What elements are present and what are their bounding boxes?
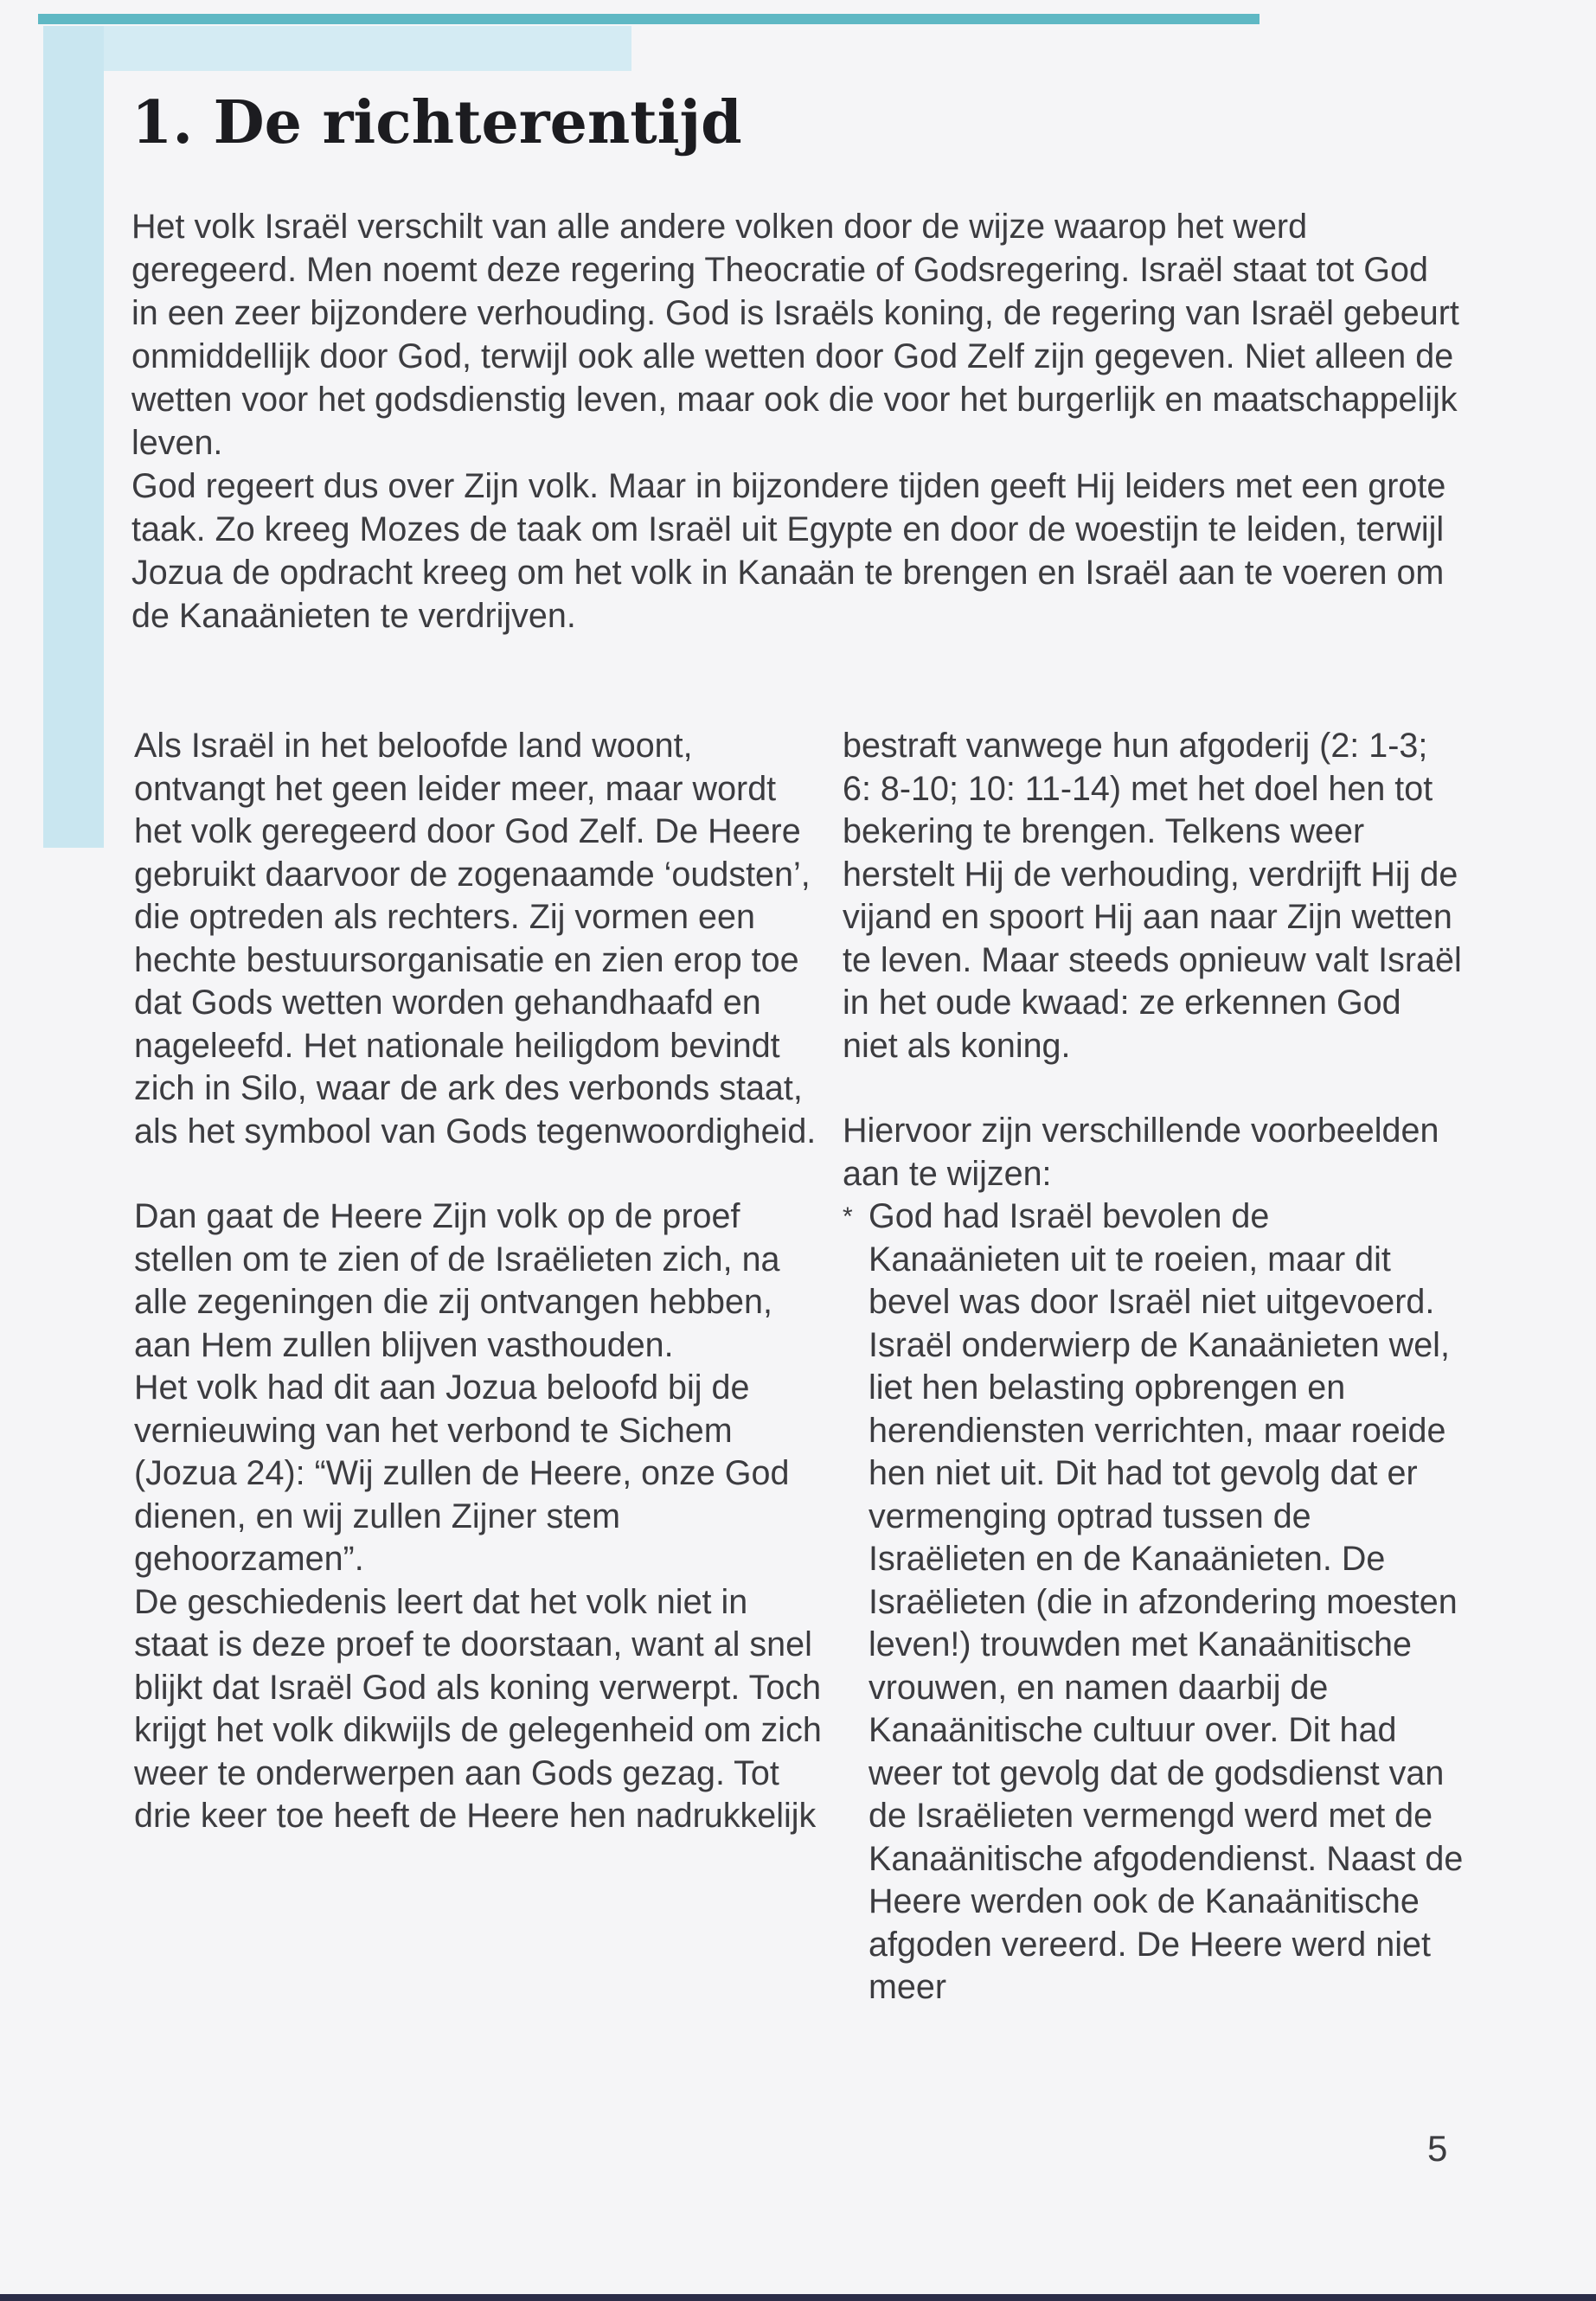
bullet-item [843,1195,1465,2009]
left-paragraph-3: Het volk had dit aan Jozua beloofd bij de vernieuwing van het verbond te Sichem (Jozua 24): “Wij zullen de Heere, onze God dienen, en wij zullen Zijner stem gehoorzamen”. [134,1368,790,1578]
left-paragraph-4: De geschiedenis leert dat het volk niet in staat is deze proef te doorstaan, want al snel blijkt dat Israël God als koning verwerpt. Toch krijgt het volk dikwijls de gelegenheid om zich weer te onderwerpen aan Gods gezag. Tot drie keer toe heeft de Heere hen nadrukkelijk [134,1582,822,1835]
top-accent-band [43,26,631,71]
intro-section [131,205,1464,638]
left-paragraph-1: Als Israël in het beloofde land woont, ontvangt het geen leider meer, maar wordt het volk geregeerd door God Zelf. De Heere gebruikt daarvoor de zogenaamde ‘oudsten’, die optreden als rechters. Zij vormen een hechte bestuursorganisatie en zien erop toe dat Gods wetten worden gehandhaafd en nageleefd. Het nationale heiligdom bevindt zich in Silo, waar de ark des verbonds staat, als het symbool van Gods tegenwoordigheid. [134,727,817,1150]
page-number: 5 [1427,2128,1448,2169]
right-paragraph-2: Hiervoor zijn verschillende voorbeelden aan te wijzen: [843,1112,1439,1193]
bullet-text: God had Israël bevolen de Kanaänieten uit te roeien, maar dit bevel was door Israël niet uitgevoerd. Israël onderwierp de Kanaänieten wel, liet hen belasting opbrengen en herendiensten verrichten, maar roeide hen niet uit. Dit had tot gevolg dat er vermenging optrad tussen de Israëlieten en de Kanaänieten. De Israëlieten (die in afzondering moesten leven!) trouwden met Kanaänitische vrouwen, en namen daarbij de Kanaänitische cultuur over. Dit had weer tot gevolg dat de godsdienst van de Israëlieten vermengd werd met de Kanaänitische afgodendienst. Naast de Heere werden ook de Kanaänitische afgoden vereerd. De Heere werd niet meer [869,1197,1464,2006]
side-accent-band [43,26,104,848]
bottom-edge [0,2294,1596,2301]
bullet-asterisk: * [843,1202,853,1231]
left-paragraph-2: Dan gaat de Heere Zijn volk op de proef stellen om te zien of de Israëlieten zich, na alle zegeningen die zij ontvangen hebben, aan Hem zullen blijven vasthouden. [134,1197,780,1364]
page-title: 1. De richterentijd [131,88,742,157]
right-column [843,725,1465,2009]
intro-paragraph-2: God regeert dus over Zijn volk. Maar in bijzondere tijden geeft Hij leiders met een grote taak. Zo kreeg Mozes de taak om Israël uit Egypte en door de woestijn te leiden, terwijl Jozua de opdracht kreeg om het volk in Kanaän te brengen en Israël aan te voeren om de Kanaänieten te verdrijven. [131,467,1446,635]
right-paragraph-1: bestraft vanwege hun afgoderij (2: 1-3; 6: 8-10; 10: 11-14) met het doel hen tot bekering te brengen. Telkens weer herstelt Hij de verhouding, verdrijft Hij de vijand en spoort Hij aan naar Zijn wetten te leven. Maar steeds opnieuw valt Israël in het oude kwaad: ze erkennen God niet als koning. [843,727,1462,1065]
intro-paragraph-1: Het volk Israël verschilt van alle andere volken door de wijze waarop het werd geregeerd. Men noemt deze regering Theocratie of Godsregering. Israël staat tot God in een zeer bijzondere verhouding. God is Israëls koning, de regering van Israël gebeurt onmiddellijk door God, terwijl ook alle wetten door God Zelf zijn gegeven. Niet alleen de wetten voor het godsdienstig leven, maar ook die voor het burgerlijk en maatschappelijk leven. [131,208,1459,462]
top-accent-rule [38,14,1259,24]
left-column [134,725,826,1838]
